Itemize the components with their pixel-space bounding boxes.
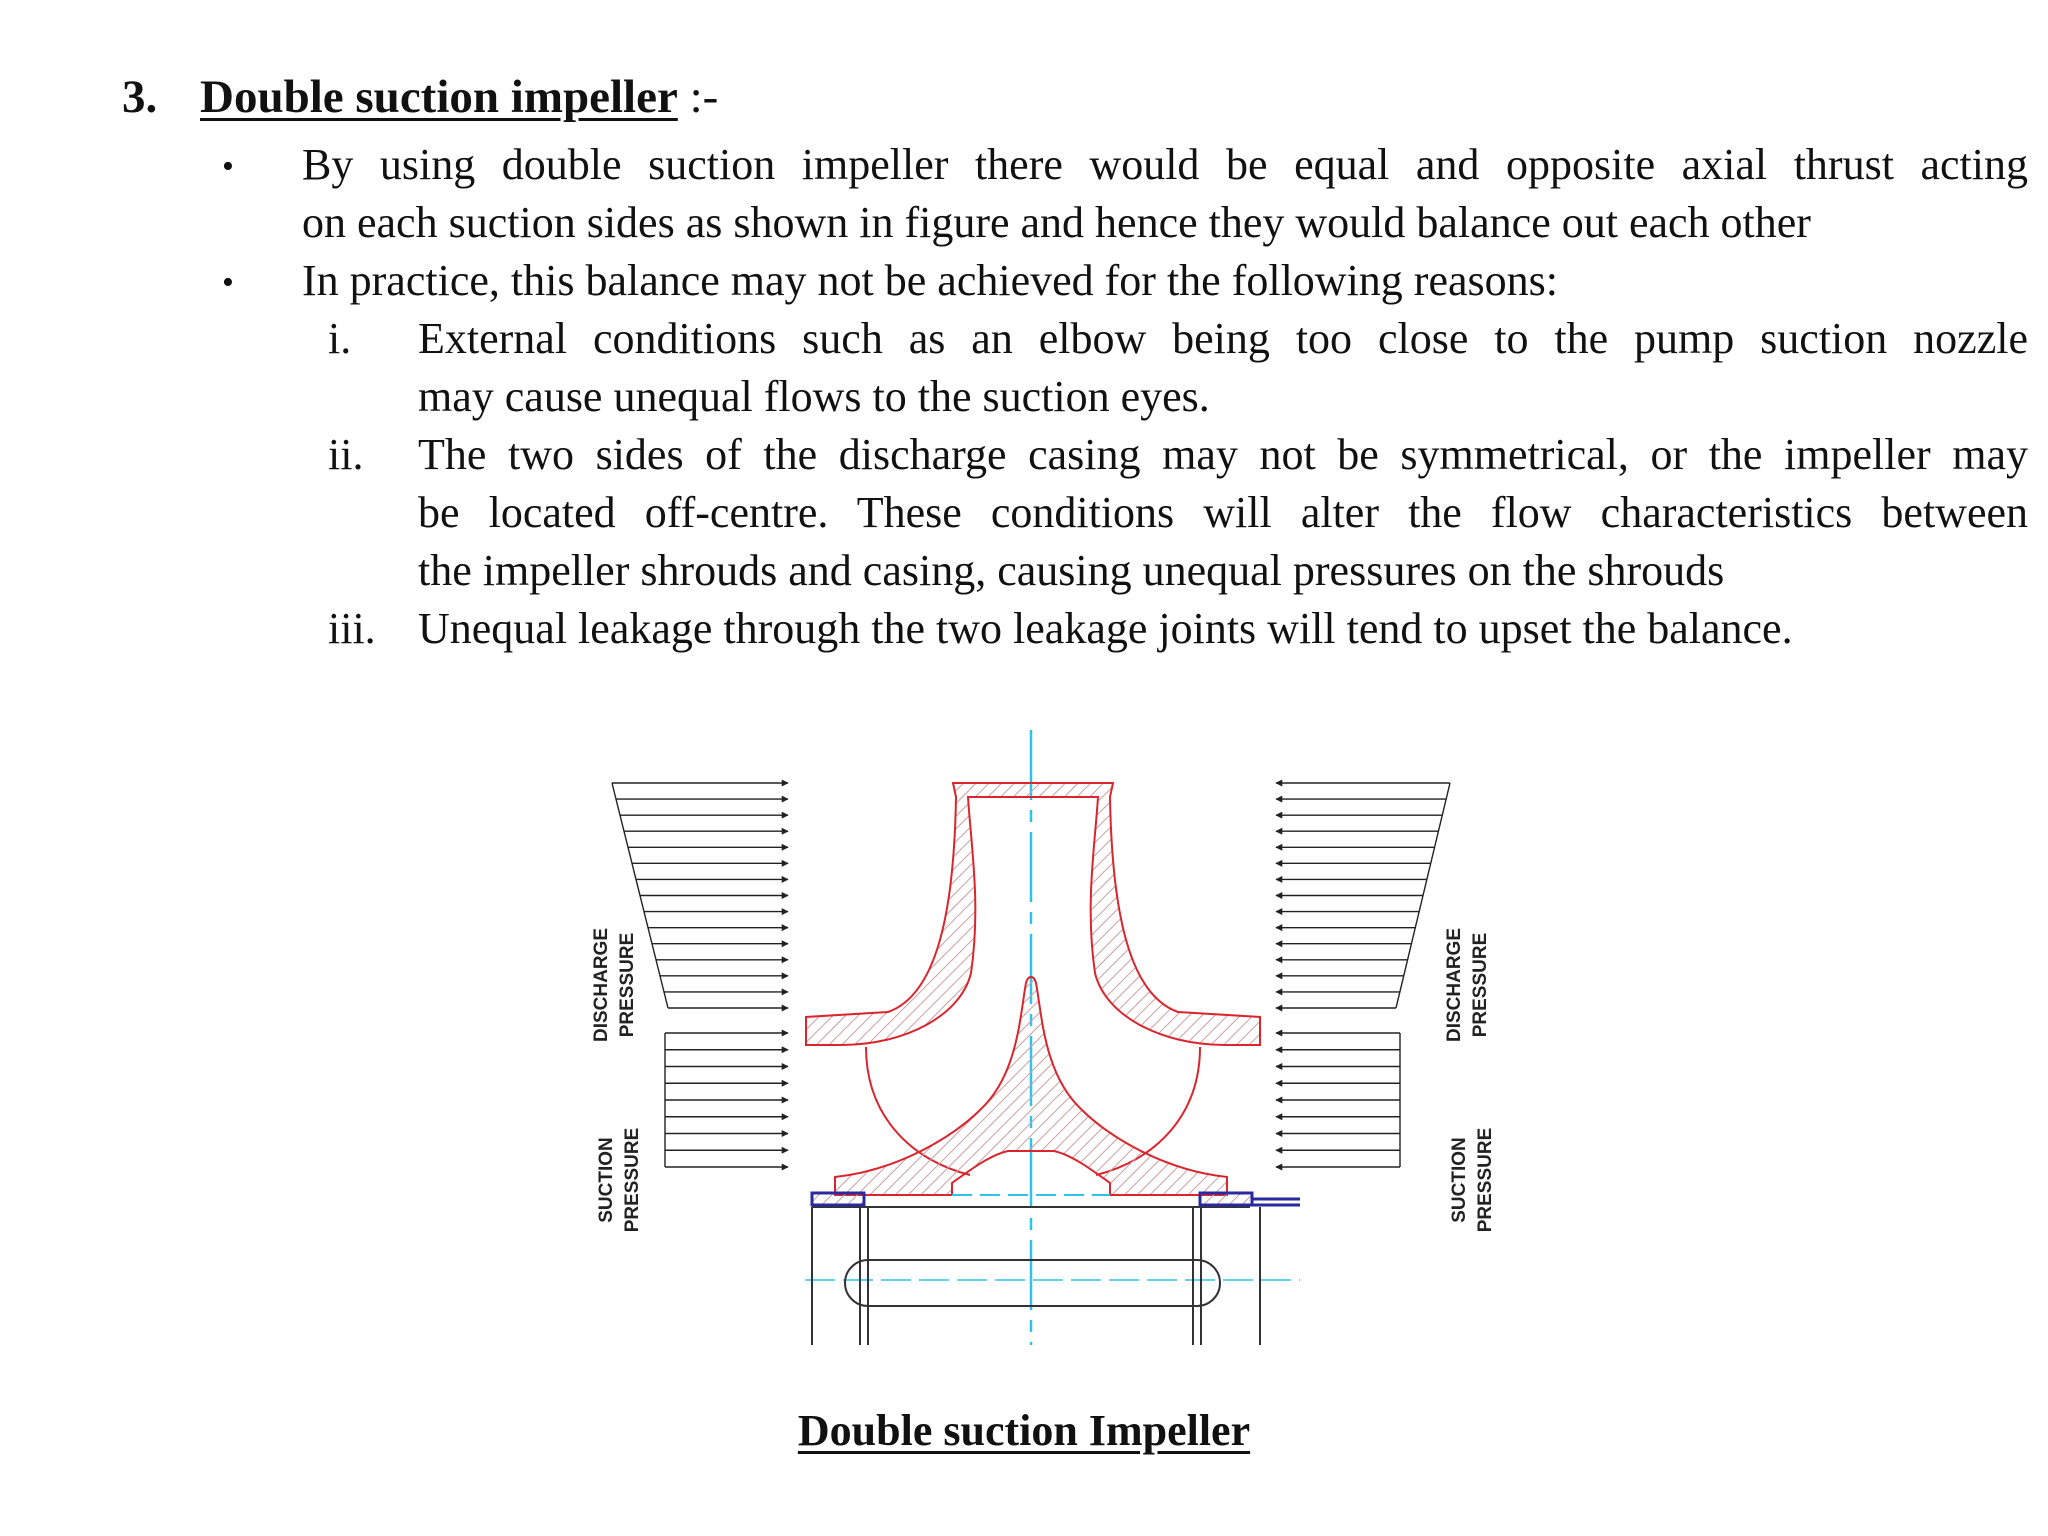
bullet-paragraph [302, 136, 2028, 252]
section-title: Double suction impeller [200, 71, 678, 123]
shaft-assembly [812, 1207, 1260, 1345]
reason-paragraph [418, 600, 2028, 658]
list-numeral: i. [328, 314, 352, 363]
svg-text:PRESSURE: PRESSURE [622, 1127, 643, 1233]
svg-text:SUCTION: SUCTION [596, 1137, 617, 1223]
bullet-marker: • [222, 264, 234, 301]
reason-paragraph [418, 310, 2028, 426]
section-heading [122, 70, 718, 124]
right-discharge-label [1444, 928, 1491, 1042]
text-line: Unequal leakage through the two leakage joints will tend to upset the balance. [418, 604, 1793, 653]
text-line: the impeller shrouds and casing, causing unequal pressures on the shrouds [418, 546, 1725, 595]
bullet-paragraph [302, 252, 2028, 310]
text-line: By using double suction impeller there would be equal and opposite axial thrust acting [302, 140, 2028, 189]
reason-paragraph [418, 426, 2028, 600]
text-line: In practice, this balance may not be achieved for the following reasons: [302, 256, 1558, 305]
text-line: be located off-centre. These conditions will alter the flow characteristics between [418, 488, 2028, 537]
text-line: on each suction sides as shown in figure and hence they would balance out each other [302, 198, 1811, 247]
svg-text:PRESSURE: PRESSURE [1475, 1127, 1496, 1233]
svg-text:DISCHARGE: DISCHARGE [591, 927, 612, 1043]
svg-text:PRESSURE: PRESSURE [617, 932, 638, 1038]
section-number: 3. [122, 71, 158, 123]
text-line: External conditions such as an elbow being too close to the pump suction nozzle [418, 314, 2028, 363]
bullet-marker: • [222, 148, 234, 185]
left-suction-label [596, 1128, 643, 1233]
text-line: may cause unequal flows to the suction eyes. [418, 372, 1210, 421]
svg-text:PRESSURE: PRESSURE [1470, 932, 1491, 1038]
double-suction-impeller-diagram [560, 715, 1560, 1365]
section-title-suffix: :- [677, 71, 719, 123]
list-numeral: iii. [328, 604, 376, 653]
svg-text:SUCTION: SUCTION [1449, 1137, 1470, 1223]
text-line: The two sides of the discharge casing may not be symmetrical, or the impeller may [418, 430, 2028, 479]
svg-text:DISCHARGE: DISCHARGE [1444, 927, 1465, 1043]
figure-caption [0, 1405, 2048, 1456]
figure-caption-text: Double suction Impeller [797, 1406, 1251, 1455]
left-discharge-label [591, 928, 638, 1042]
right-suction-label [1449, 1128, 1496, 1233]
list-numeral: ii. [328, 430, 364, 479]
